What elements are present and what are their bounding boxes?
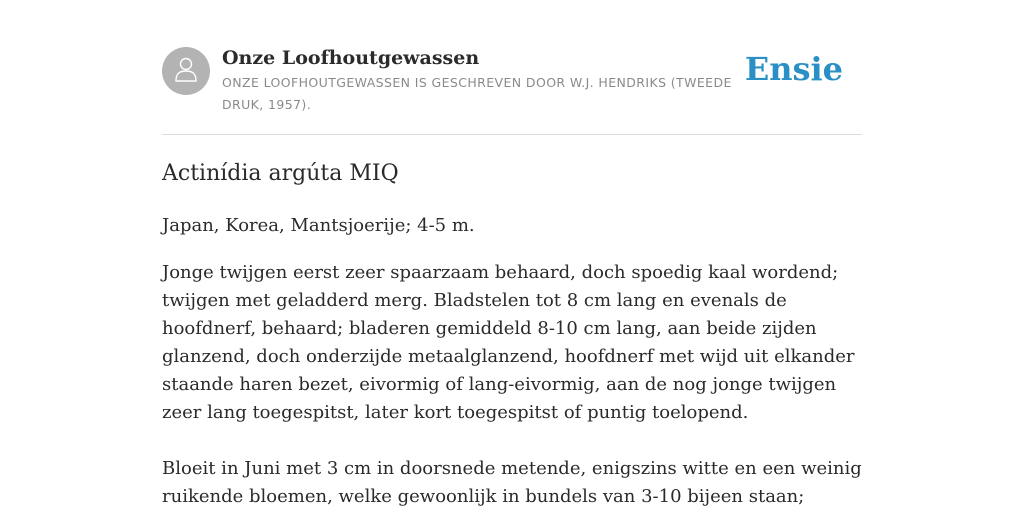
entry-body bbox=[162, 259, 862, 511]
page bbox=[162, 0, 862, 507]
entry-origin: Japan, Korea, Mantsjoerije; 4-5 m. bbox=[162, 215, 475, 236]
user-icon bbox=[171, 54, 201, 88]
avatar bbox=[162, 47, 210, 95]
ensie-logo[interactable]: Ensie bbox=[744, 50, 843, 88]
entry-paragraph-2: Bloeit in Juni met 3 cm in doorsnede metende, enigszins witte en een weinig ruikende bloemen, welke gewoonlijk in bundels van 3-10 bijeen staan; bbox=[162, 458, 862, 507]
entry-title: Actinídia argúta MIQ bbox=[162, 161, 399, 186]
source-subtitle: ONZE LOOFHOUTGEWASSEN IS GESCHREVEN DOOR W.J. HENDRIKS (TWEEDE DRUK, 1957). bbox=[222, 75, 732, 112]
source-header bbox=[162, 0, 862, 135]
entry-paragraph-1: Jonge twijgen eerst zeer spaarzaam behaard, doch spoedig kaal wordend; twijgen met geladderd merg. Bladstelen tot 8 cm lang en evenals de hoofdnerf, behaard; bladeren gemiddeld 8-10 cm lang, aan beide zijden glanzend, doch onderzijde metaalglanzend, hoofdnerf met wijd uit elkander staande haren bezet, eivormig of lang-eivormig, aan de nog jonge twijgen zeer lang toegespitst, later kort toegespitst of puntig toelopend. bbox=[162, 262, 855, 423]
source-title[interactable]: Onze Loofhoutgewassen bbox=[222, 47, 480, 69]
